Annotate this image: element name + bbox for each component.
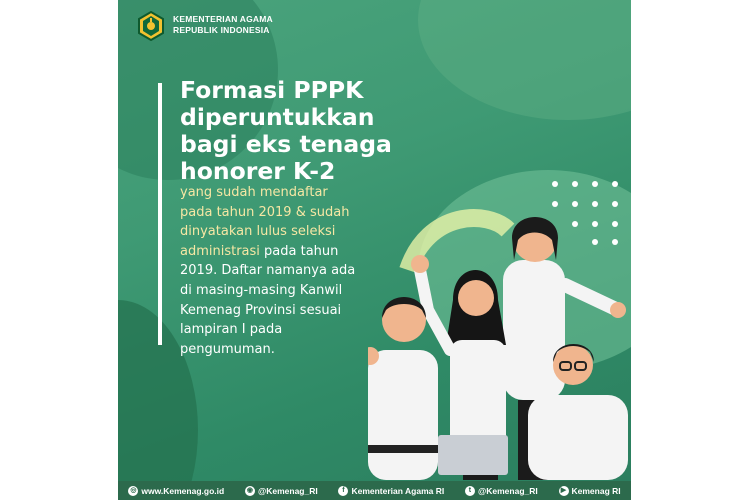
body-line-rest: pada tahun <box>259 243 339 259</box>
headline-line: bagi eks tenaga <box>180 130 392 158</box>
headline-line: Formasi PPPK <box>180 76 364 104</box>
footer-twitter[interactable] <box>465 486 538 496</box>
body-highlight-word: administrasi <box>180 243 260 259</box>
headline-line: diperuntukkan <box>180 103 375 131</box>
body-line-highlight: pada tahun 2019 & sudah <box>180 204 350 220</box>
org-name-line2: REPUBLIK INDONESIA <box>173 25 270 35</box>
footer-twitter-label: @Kemenag_RI <box>477 485 538 496</box>
body-line: Kemenag Provinsi sesuai <box>180 302 342 318</box>
footer-youtube-label: Kemenag RI <box>571 485 621 496</box>
poster <box>118 0 631 500</box>
body-line: 2019. Daftar namanya ada <box>180 263 356 279</box>
twitter-icon: t <box>465 486 475 496</box>
org-name <box>173 14 273 36</box>
people-illustration <box>368 190 631 480</box>
youtube-icon: ▶ <box>559 486 569 496</box>
footer-facebook-label: Kementerian Agama RI <box>351 485 445 496</box>
footer-website[interactable] <box>128 486 224 496</box>
footer-instagram-label: @Kemenag_RI <box>257 485 318 496</box>
headline <box>180 77 470 185</box>
footer-youtube[interactable] <box>559 486 621 496</box>
org-name-line1: KEMENTERIAN AGAMA <box>173 14 273 24</box>
accent-bar <box>158 83 162 345</box>
body-line: pengumuman. <box>180 341 275 357</box>
body-line: lampiran I pada <box>180 322 283 338</box>
body-line-highlight: dinyatakan lulus seleksi <box>180 224 336 240</box>
footer-facebook[interactable] <box>338 486 444 496</box>
facebook-icon: f <box>338 486 348 496</box>
globe-icon: ◎ <box>130 486 137 494</box>
social-footer <box>118 481 631 500</box>
kemenag-logo-icon <box>136 11 166 41</box>
footer-instagram[interactable] <box>245 486 318 496</box>
instagram-icon: ◉ <box>246 486 253 494</box>
footer-website-label: www.Kemenag.go.id <box>141 485 225 496</box>
body-line: di masing-masing Kanwil <box>180 282 343 298</box>
body-line-highlight: yang sudah mendaftar <box>180 185 328 200</box>
headline-line: honorer K-2 <box>180 157 336 185</box>
